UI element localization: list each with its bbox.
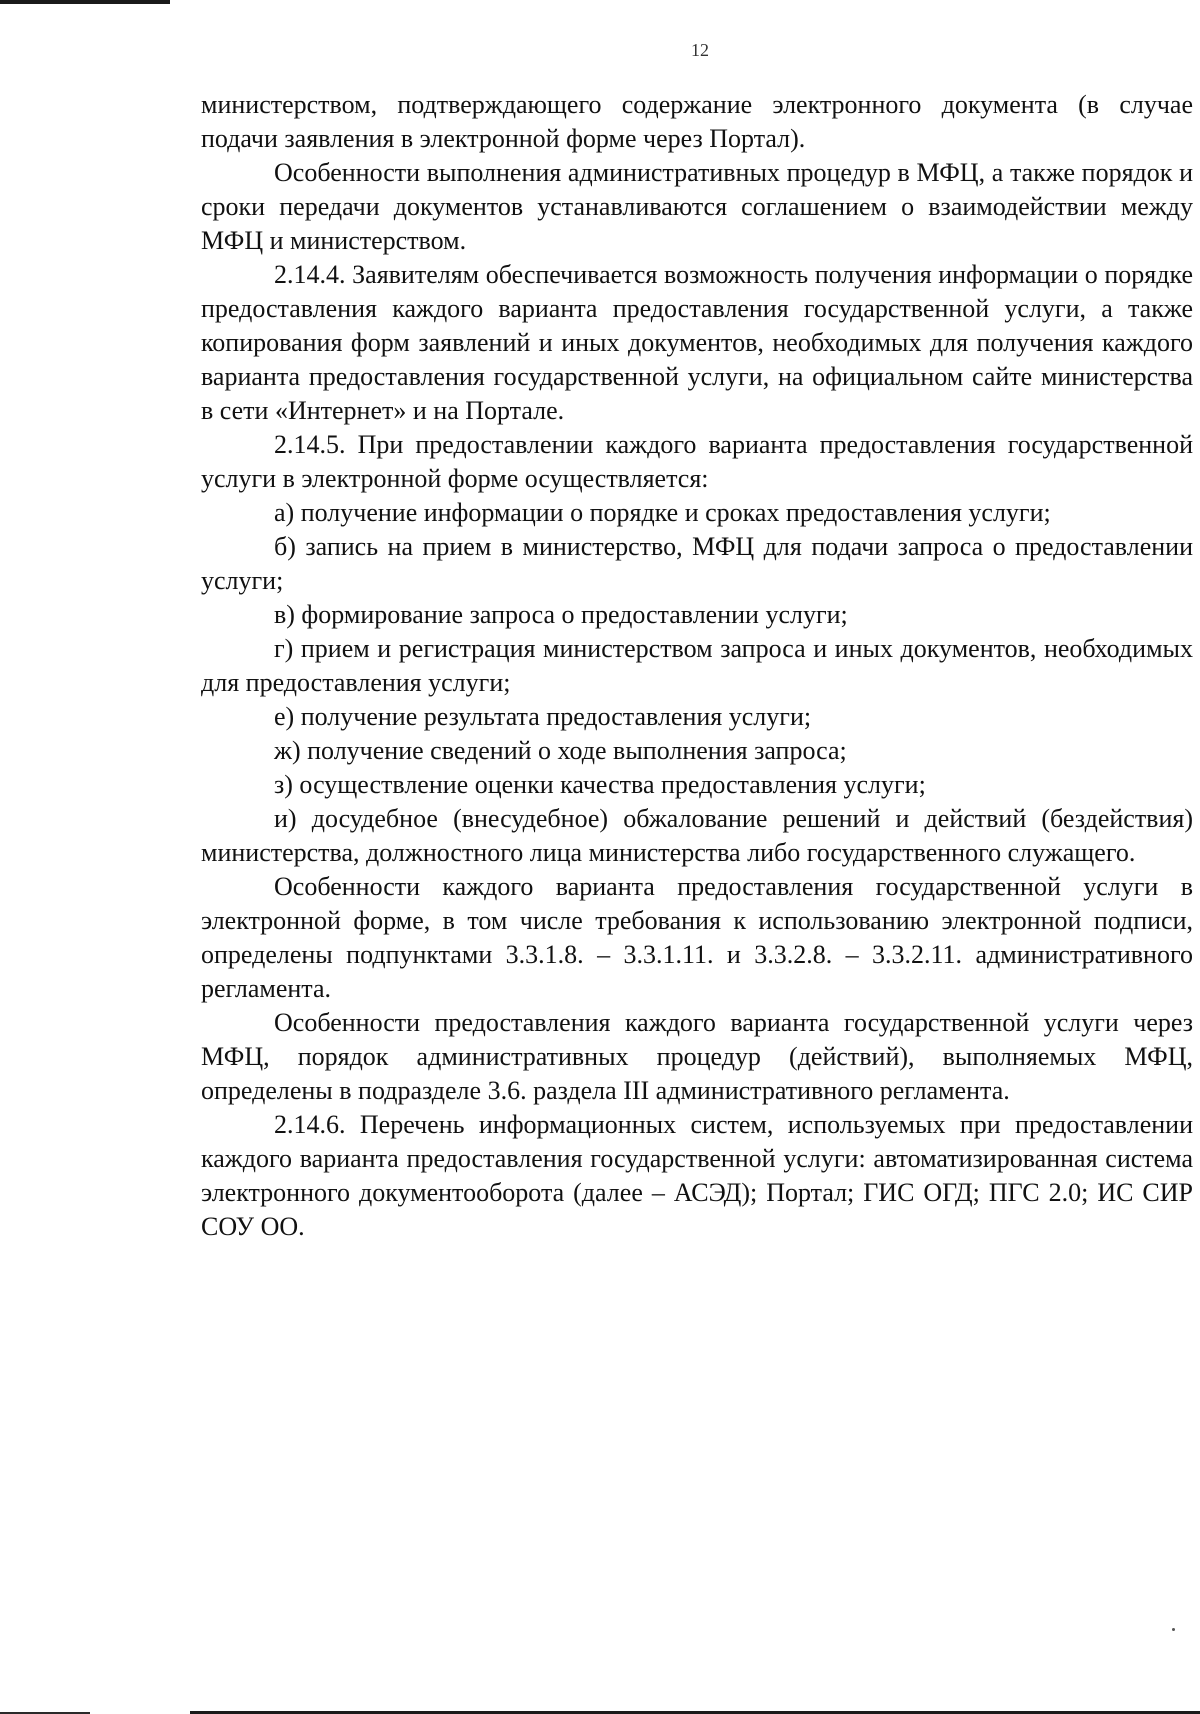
paragraph-2-14-5: 2.14.5. При предоставлении каждого варианта предоставления государственной услуги в электронной форме осуществляется: <box>201 430 1193 493</box>
scan-edge-top-mark <box>140 0 170 2</box>
list-item-i: и) досудебное (внесудебное) обжалование решений и действий (бездействия) министерства, должностного лица министерства либо государственного служащего. <box>201 804 1193 867</box>
paragraph-continuation: министерством, подтверждающего содержание электронного документа (в случае подачи заявления в электронной форме через Портал). <box>201 90 1193 153</box>
list-item-b: б) запись на прием в министерство, МФЦ для подачи запроса о предоставлении услуги; <box>201 532 1193 595</box>
scan-speck <box>1172 1628 1175 1631</box>
list-item-a: а) получение информации о порядке и сроках предоставления услуги; <box>274 498 1051 527</box>
list-item-zh: ж) получение сведений о ходе выполнения запроса; <box>274 736 847 765</box>
list-item-g: г) прием и регистрация министерством запроса и иных документов, необходимых для предоставления услуги; <box>201 634 1193 697</box>
document-body <box>201 88 1193 1244</box>
list-item-z: з) осуществление оценки качества предоставления услуги; <box>274 770 926 799</box>
paragraph-mfc-features: Особенности предоставления каждого варианта государственной услуги через МФЦ, порядок административных процедур (действий), выполняемых МФЦ, определены в подразделе 3.6. раздела III административного регламента. <box>201 1008 1193 1105</box>
list-item-v: в) формирование запроса о предоставлении услуги; <box>274 600 848 629</box>
list-item-e: е) получение результата предоставления услуги; <box>274 702 812 731</box>
page-number: 12 <box>691 40 709 60</box>
paragraph-electronic-form: Особенности каждого варианта предоставления государственной услуги в электронной форме, в том числе требования к использованию электронной подписи, определены подпунктами 3.3.1.8. – 3.3.1.11. и 3.3.2.8. – 3.3.2.11. административного регламента. <box>201 872 1193 1003</box>
paragraph-2-14-4: 2.14.4. Заявителям обеспечивается возможность получения информации о порядке предоставления каждого варианта предоставления государственной услуги, а также копирования форм заявлений и иных документов, необходимых для получения каждого варианта предоставления государственной услуги, на официальном сайте министерства в сети «Интернет» и на Портале. <box>201 260 1193 425</box>
paragraph-2-14-6: 2.14.6. Перечень информационных систем, используемых при предоставлении каждого варианта предоставления государственной услуги: автоматизированная система электронного документооборота (далее – АСЭД); Портал; ГИС ОГД; ПГС 2.0; ИС СИР СОУ ОО. <box>201 1110 1193 1241</box>
paragraph-mfc-procedures: Особенности выполнения административных процедур в МФЦ, а также порядок и сроки передачи документов устанавливаются соглашением о взаимодействии между МФЦ и министерством. <box>201 158 1193 255</box>
